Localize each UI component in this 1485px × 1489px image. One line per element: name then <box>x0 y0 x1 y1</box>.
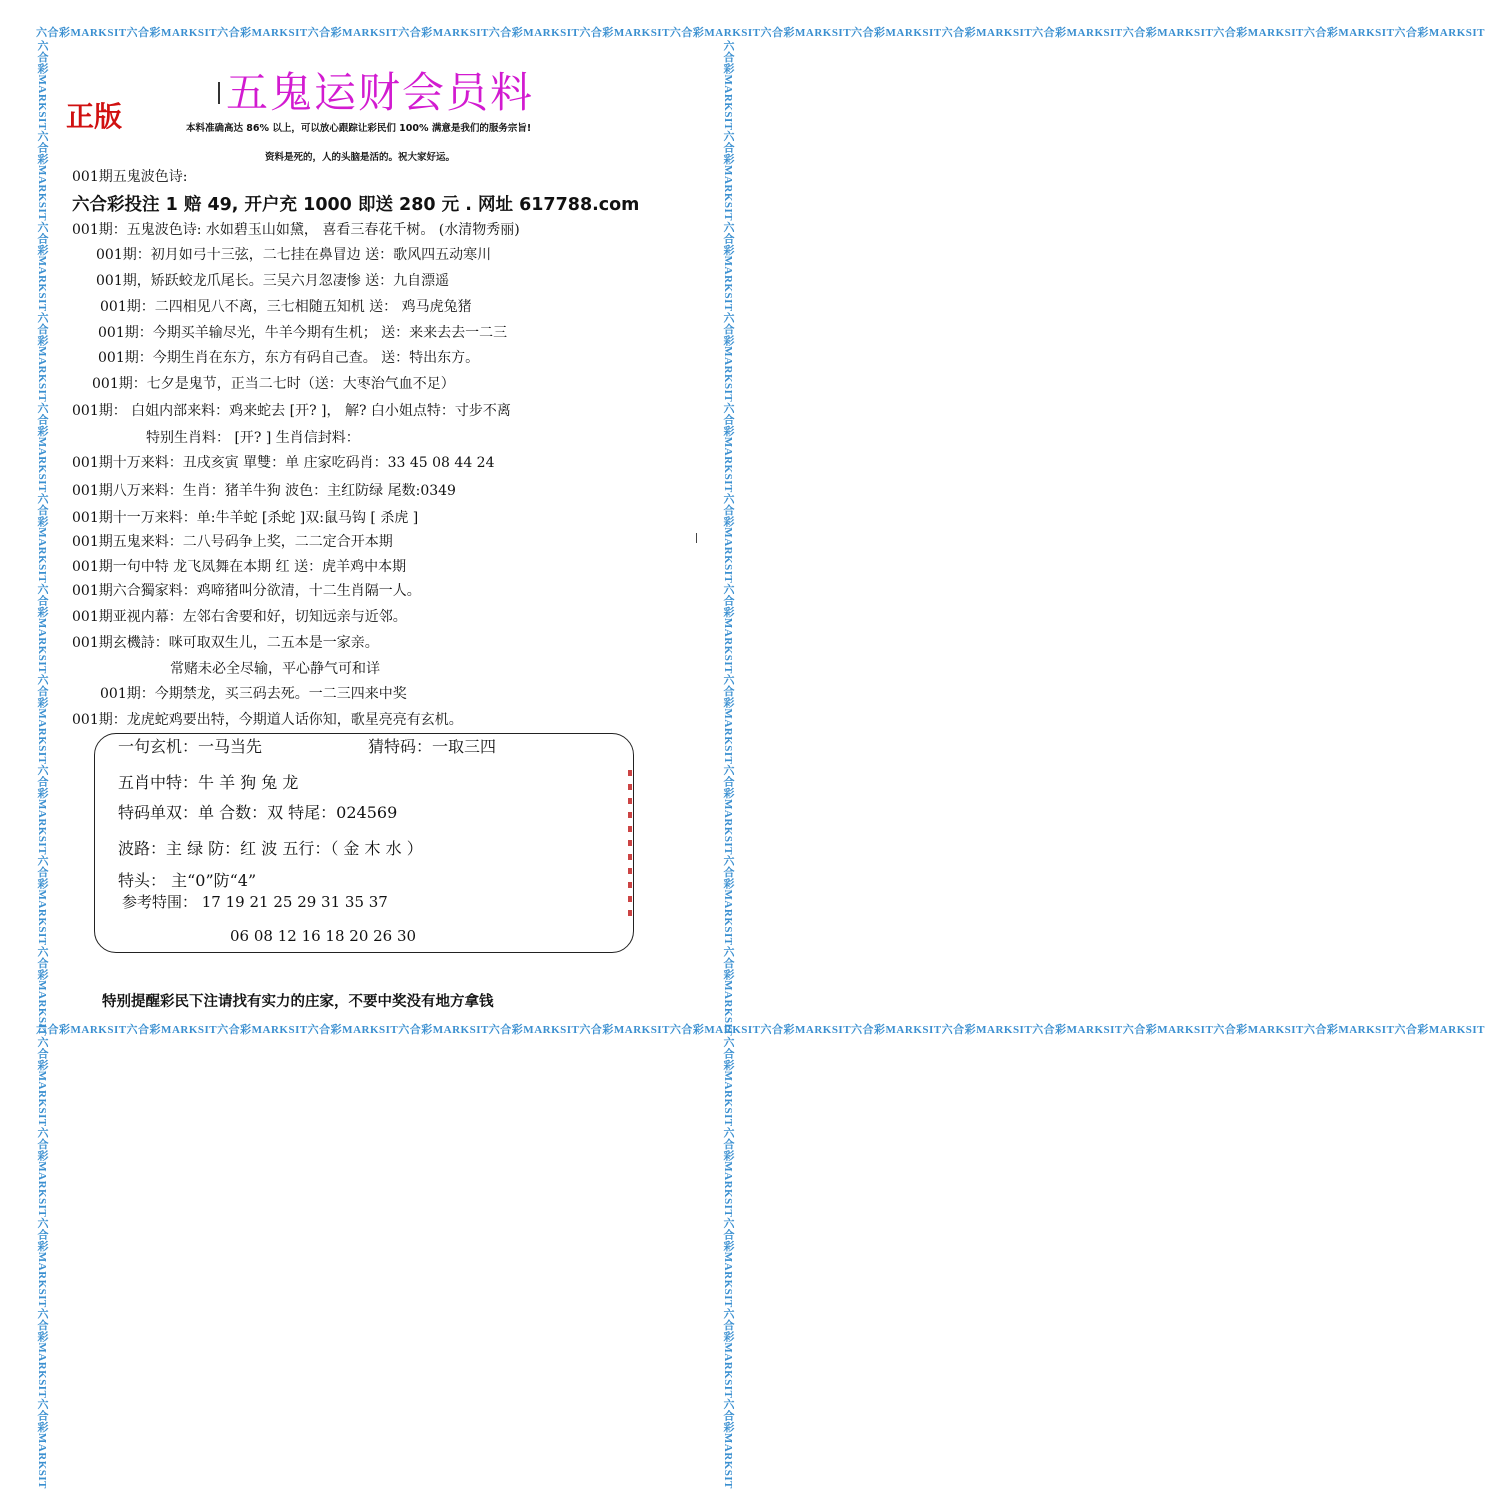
text-line: 001期亚视内幕：左邻右舍要和好，切知远亲与近邻。 <box>72 609 407 625</box>
text-line: 001期十万来料：丑戌亥寅 單雙：单 庄家吃码肖：33 45 08 44 24 <box>72 455 495 471</box>
border-text: 六合彩MARKSIT六合彩MARKSIT六合彩MARKSIT六合彩MARKSIT六合彩MARKSIT六合彩MARKSIT六合彩MARKSIT六合彩MARKSIT六合彩MARKSIT六合彩MARKSIT六合彩MARKSIT六合彩MARKSIT六合彩MARKSIT六合彩MARKSIT六合彩MARKSIT六合彩MARKSIT <box>36 27 1485 39</box>
text-line: 001期六合獨家料：鸡啼猪叫分欲清，十二生肖隔一人。 <box>72 583 421 599</box>
text-line: 001期：二四相见八不离，三七相随五知机 送： 鸡马虎兔猪 <box>100 299 472 315</box>
box-five-zodiac: 五肖中特：牛 羊 狗 兔 龙 <box>118 773 299 792</box>
border-text: 六合彩MARKSIT六合彩MARKSIT六合彩MARKSIT六合彩MARKSIT六合彩MARKSIT六合彩MARKSIT六合彩MARKSIT六合彩MARKSIT六合彩MARKSIT六合彩MARKSIT六合彩MARKSIT六合彩MARKSIT六合彩MARKSIT六合彩MARKSIT六合彩MARKSIT六合彩MARKSIT <box>722 40 734 1489</box>
text-line: 001期：五鬼波色诗: 水如碧玉山如黛， 喜看三春花千树。 (水清物秀丽) <box>72 222 520 238</box>
genuine-badge: 正版 <box>66 100 123 133</box>
left-border-strip <box>34 40 50 1489</box>
box-riddle: 一句玄机：一马当先 <box>118 737 263 756</box>
border-text: 六合彩MARKSIT六合彩MARKSIT六合彩MARKSIT六合彩MARKSIT六合彩MARKSIT六合彩MARKSIT六合彩MARKSIT六合彩MARKSIT六合彩MARKSIT六合彩MARKSIT六合彩MARKSIT六合彩MARKSIT六合彩MARKSIT六合彩MARKSIT六合彩MARKSIT六合彩MARKSIT <box>36 1024 1485 1036</box>
tagline-accuracy: 本料准确高达 86% 以上，可以放心跟踪让彩民们 100% 满意是我们的服务宗旨! <box>186 123 532 134</box>
text-line: 001期：今期生肖在东方，东方有码自己查。 送：特出东方。 <box>98 350 480 366</box>
border-text: 六合彩MARKSIT六合彩MARKSIT六合彩MARKSIT六合彩MARKSIT六合彩MARKSIT六合彩MARKSIT六合彩MARKSIT六合彩MARKSIT六合彩MARKSIT六合彩MARKSIT六合彩MARKSIT六合彩MARKSIT六合彩MARKSIT六合彩MARKSIT六合彩MARKSIT六合彩MARKSIT <box>36 40 48 1489</box>
top-border-strip <box>36 24 1485 40</box>
box-guess: 猜特码：一取三四 <box>368 737 497 756</box>
tagline-luck: 资料是死的，人的头脑是活的。祝大家好运。 <box>265 152 456 163</box>
text-line: 001期十一万来料：单:牛羊蛇 [杀蛇 ]双:鼠马钩 [ 杀虎 ] <box>72 510 419 526</box>
text-line: 常赌未必全尽输，平心静气可和详 <box>170 661 380 677</box>
text-line: 001期：初月如弓十三弦，二七挂在鼻冒边 送：歌风四五动寒川 <box>96 247 492 263</box>
bottom-border-strip <box>36 1021 1485 1037</box>
text-line: 001期：今期买羊输尽光，牛羊今期有生机； 送：来来去去一二三 <box>98 325 508 341</box>
box-reference-2: 06 08 12 16 18 20 26 30 <box>230 927 417 945</box>
text-line: 001期，矫跃蛟龙爪尾长。三吴六月忽凄惨 送：九自漂遥 <box>96 273 450 289</box>
text-line: 001期五鬼来料：二八号码争上奖，二二定合开本期 <box>72 534 393 550</box>
text-line: 特别生肖料： [开? ] 生肖信封料： <box>146 430 360 446</box>
ad-line: 六合彩投注 1 赔 49, 开户充 1000 即送 280 元 . 网址 617788.com <box>72 195 640 215</box>
text-line: 001期八万来料：生肖：猪羊牛狗 波色：主红防绿 尾数:0349 <box>72 483 456 499</box>
text-line: 001期：今期禁龙，买三码去死。一二三四来中奖 <box>100 686 407 702</box>
poem-heading: 001期五鬼波色诗: <box>72 169 188 185</box>
box-odd-even: 特码单双：单 合数：双 特尾：024569 <box>118 803 398 822</box>
footer-warning: 特别提醒彩民下注请找有实力的庄家，不要中奖没有地方拿钱 <box>102 993 494 1010</box>
text-line: 001期玄機詩：咪可取双生儿，二五本是一家亲。 <box>72 635 379 651</box>
box-head: 特头： 主“0”防“4” <box>118 871 257 890</box>
text-line: 001期：龙虎蛇鸡要出特，今期道人话你知，歌星亮亮有玄机。 <box>72 712 463 728</box>
text-line: 001期： 白姐内部来料：鸡来蛇去 [开? ]， 解? 白小姐点特：寸步不离 <box>72 403 511 419</box>
text-line: 001期一句中特 龙飞凤舞在本期 红 送：虎羊鸡中本期 <box>72 559 407 575</box>
page-title: 五鬼运财会员料 <box>226 68 535 117</box>
stray-tick-mark <box>696 533 697 543</box>
box-color-element: 波路：主 绿 防：红 波 五行：（ 金 木 水 ） <box>118 839 423 858</box>
text-line: 001期：七夕是鬼节，正当二七时（送：大枣治气血不足） <box>92 376 455 392</box>
title-cursor-mark <box>218 82 220 104</box>
box-reference-1: 参考特围： 17 19 21 25 29 31 35 37 <box>122 893 388 911</box>
red-edge-mark <box>628 770 632 920</box>
right-border-strip <box>720 40 736 1489</box>
